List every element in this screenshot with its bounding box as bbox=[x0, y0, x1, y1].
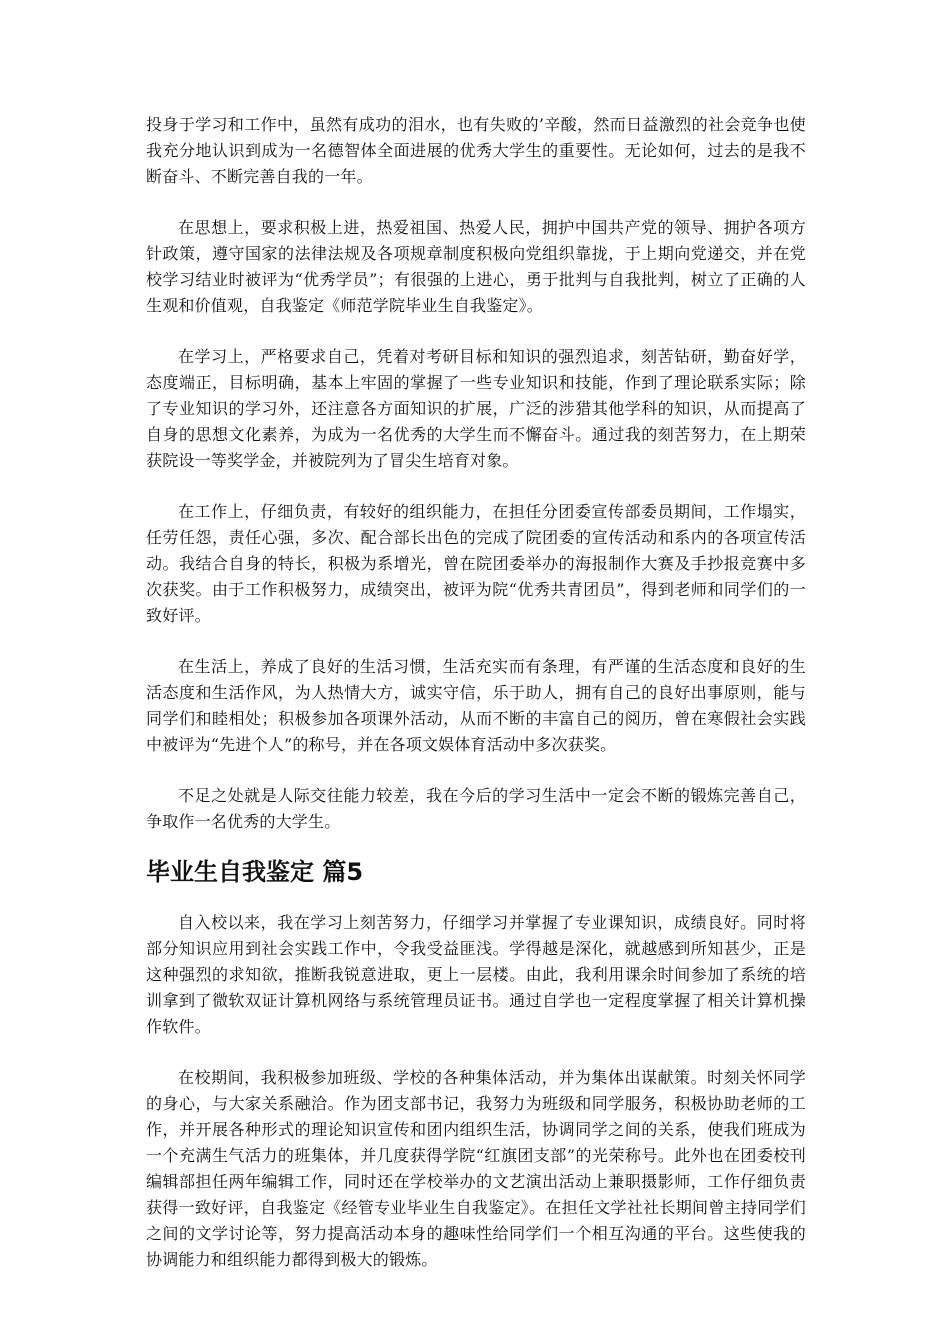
paragraph-campus-activities: 在校期间，我积极参加班级、学校的各种集体活动，并为集体出谋献策。时刻关怀同学的身心，与大家关系融洽。作为团支部书记，我努力为班级和同学服务，积极协助老师的工作，并开展各种形式的理论知识宣传和团内组织生活，协调同学之间的关系，使我们班成为一个充满生气活力的班集体，并几度获得学院“红旗团支部”的光荣称号。此外也在团委校刊编辑部担任两年编辑工作，同时还在学校举办的文艺演出活动上兼职摄影师，工作仔细负责获得一致好评，自我鉴定《经管专业毕业生自我鉴定》。在担任文学社社长期间曾主持同学们之间的文学讨论等，努力提高活动本身的趣味性给同学们一个相互沟通的平台。这些使我的协调能力和组织能力都得到极大的锻炼。 bbox=[146, 1068, 806, 1269]
document-page bbox=[146, 112, 806, 1273]
paragraph-gap bbox=[146, 319, 806, 344]
paragraph-study: 在学习上，严格要求自己，凭着对考研目标和知识的强烈追求，刻苦钻研，勤奋好学，态度端正，目标明确，基本上牢固的掌握了一些专业知识和技能，作到了理论联系实际；除了专业知识的学习外，还注意各方面知识的扩展，广泛的涉猎其他学科的知识，从而提高了自身的思想文化素养，为成为一名优秀的大学生而不懈奋斗。通过我的刻苦努力，在上期荣获院设一等奖学金，并被院列为了冒尖生培育对象。 bbox=[146, 347, 806, 470]
section-heading: 毕业生自我鉴定 篇5 bbox=[146, 858, 364, 886]
paragraph-gap bbox=[146, 474, 806, 499]
paragraph-gap bbox=[146, 190, 806, 215]
paragraph-gap bbox=[146, 1040, 806, 1065]
paragraph-life: 在生活上，养成了良好的生活习惯，生活充实而有条理，有严谨的生活态度和良好的生活态度和生活作风，为人热情大方，诚实守信，乐于助人，拥有自己的良好出事原则，能与同学们和睦相处；积极参加各项课外活动，从而不断的丰富自己的阅历，曾在寒假社会实践中被评为“先进个人”的称号，并在各项文娱体育活动中多次获奖。 bbox=[146, 657, 806, 754]
paragraph-intro: 投身于学习和工作中，虽然有成功的泪水，也有失败的’辛酸，然而日益激烈的社会竞争也使我充分地认识到成为一名德智体全面进展的优秀大学生的重要性。无论如何，过去的是我不断奋斗、不断完善自我的一年。 bbox=[146, 115, 806, 186]
paragraph-gap bbox=[146, 758, 806, 783]
paragraph-shortcomings: 不足之处就是人际交往能力较差，我在今后的学习生活中一定会不断的锻炼完善自己，争取作一名优秀的大学生。 bbox=[146, 786, 806, 831]
paragraph-ideology: 在思想上，要求积极上进，热爱祖国、热爱人民，拥护中国共产党的领导、拥护各项方针政策，遵守国家的法律法规及各项规章制度积极向党组织靠拢，于上期向党递交，并在党校学习结业时被评为“优秀学员”；有很强的上进心，勇于批判与自我批判，树立了正确的人生观和价值观，自我鉴定《师范学院毕业生自我鉴定》。 bbox=[146, 218, 806, 315]
paragraph-since-enrollment: 自入校以来，我在学习上刻苦努力，仔细学习并掌握了专业课知识，成绩良好。同时将部分知识应用到社会实践工作中，令我受益匪浅。学得越是深化，就越感到所知甚少，正是这种强烈的求知欲，推断我锐意进取，更上一层楼。由此，我利用课余时间参加了系统的培训拿到了微软双证计算机网络与系统管理员证书。通过自学也一定程度掌握了相关计算机操作软件。 bbox=[146, 913, 806, 1036]
paragraph-gap bbox=[146, 629, 806, 654]
paragraph-work: 在工作上，仔细负责，有较好的组织能力，在担任分团委宣传部委员期间，工作塌实，任劳任怨，责任心强，多次、配合部长出色的完成了院团委的宣传活动和系内的各项宣传活动。我结合自身的特长，积极为系增光，曾在院团委举办的海报制作大赛及手抄报竞赛中多次获奖。由于工作积极努力，成绩突出，被评为院“优秀共青团员”，得到老师和同学们的一致好评。 bbox=[146, 502, 806, 625]
